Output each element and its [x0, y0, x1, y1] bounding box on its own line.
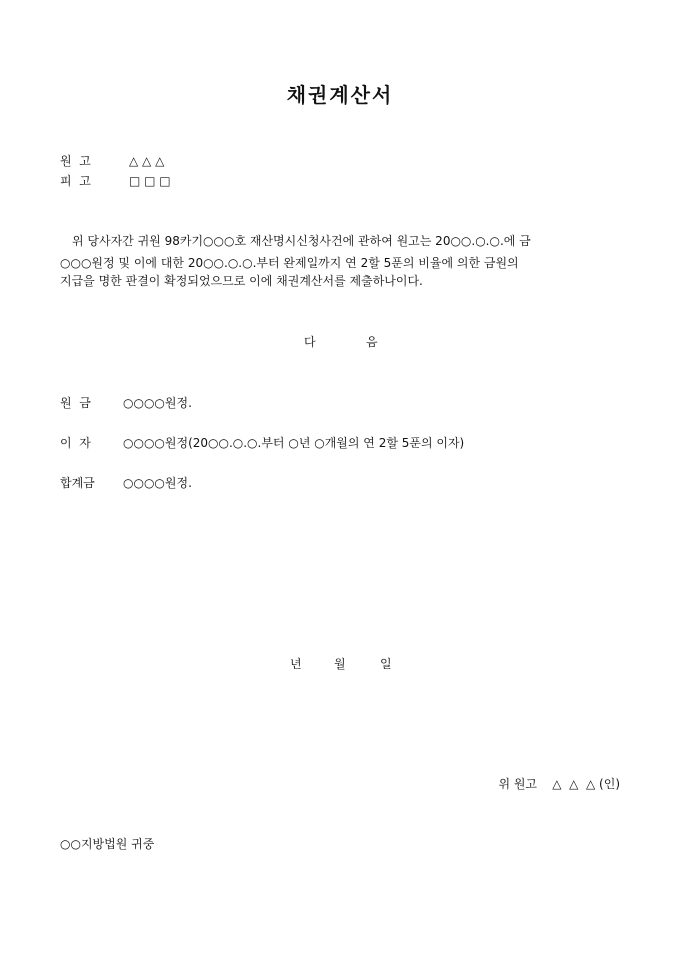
signature-line: 위 원고 △ △ △ (인) — [498, 777, 620, 791]
body-paragraph — [60, 230, 586, 292]
defendant-value: □ □ □ — [129, 174, 171, 188]
total-value: ○○○○원정. — [123, 476, 192, 490]
principal-value: ○○○○원정. — [123, 396, 192, 410]
plaintiff-label: 원 고 — [60, 154, 91, 168]
principal-label: 원 금 — [60, 396, 91, 410]
defendant-label: 피 고 — [60, 174, 91, 188]
date-year: 년 — [290, 657, 302, 671]
date-day: 일 — [380, 657, 392, 671]
body-line: 지급을 명한 판결이 확정되었으므로 이에 채권계산서를 제출하나이다. — [60, 274, 423, 288]
document-title: 채권계산서 — [286, 83, 394, 107]
total-label: 합계금 — [60, 476, 95, 490]
body-line: ○○○원정 및 이에 대한 20○○.○.○.부터 완제일까지 연 2할 5푼의 비율에 의한 금원의 — [60, 256, 519, 270]
heading-da: 다 — [304, 335, 316, 349]
interest-label: 이 자 — [60, 436, 91, 450]
plaintiff-value: △ △ △ — [129, 154, 165, 168]
addressee: ○○지방법원 귀중 — [60, 837, 155, 851]
heading-eum: 음 — [366, 335, 378, 349]
interest-value: ○○○○원정(20○○.○.○.부터 ○년 ○개월의 연 2할 5푼의 이자) — [123, 436, 465, 450]
date-month: 월 — [334, 657, 346, 671]
body-line: 위 당사자간 귀원 98카기○○○호 재산명시신청사건에 관하여 원고는 20○○.○.○.에 금 — [72, 234, 531, 248]
